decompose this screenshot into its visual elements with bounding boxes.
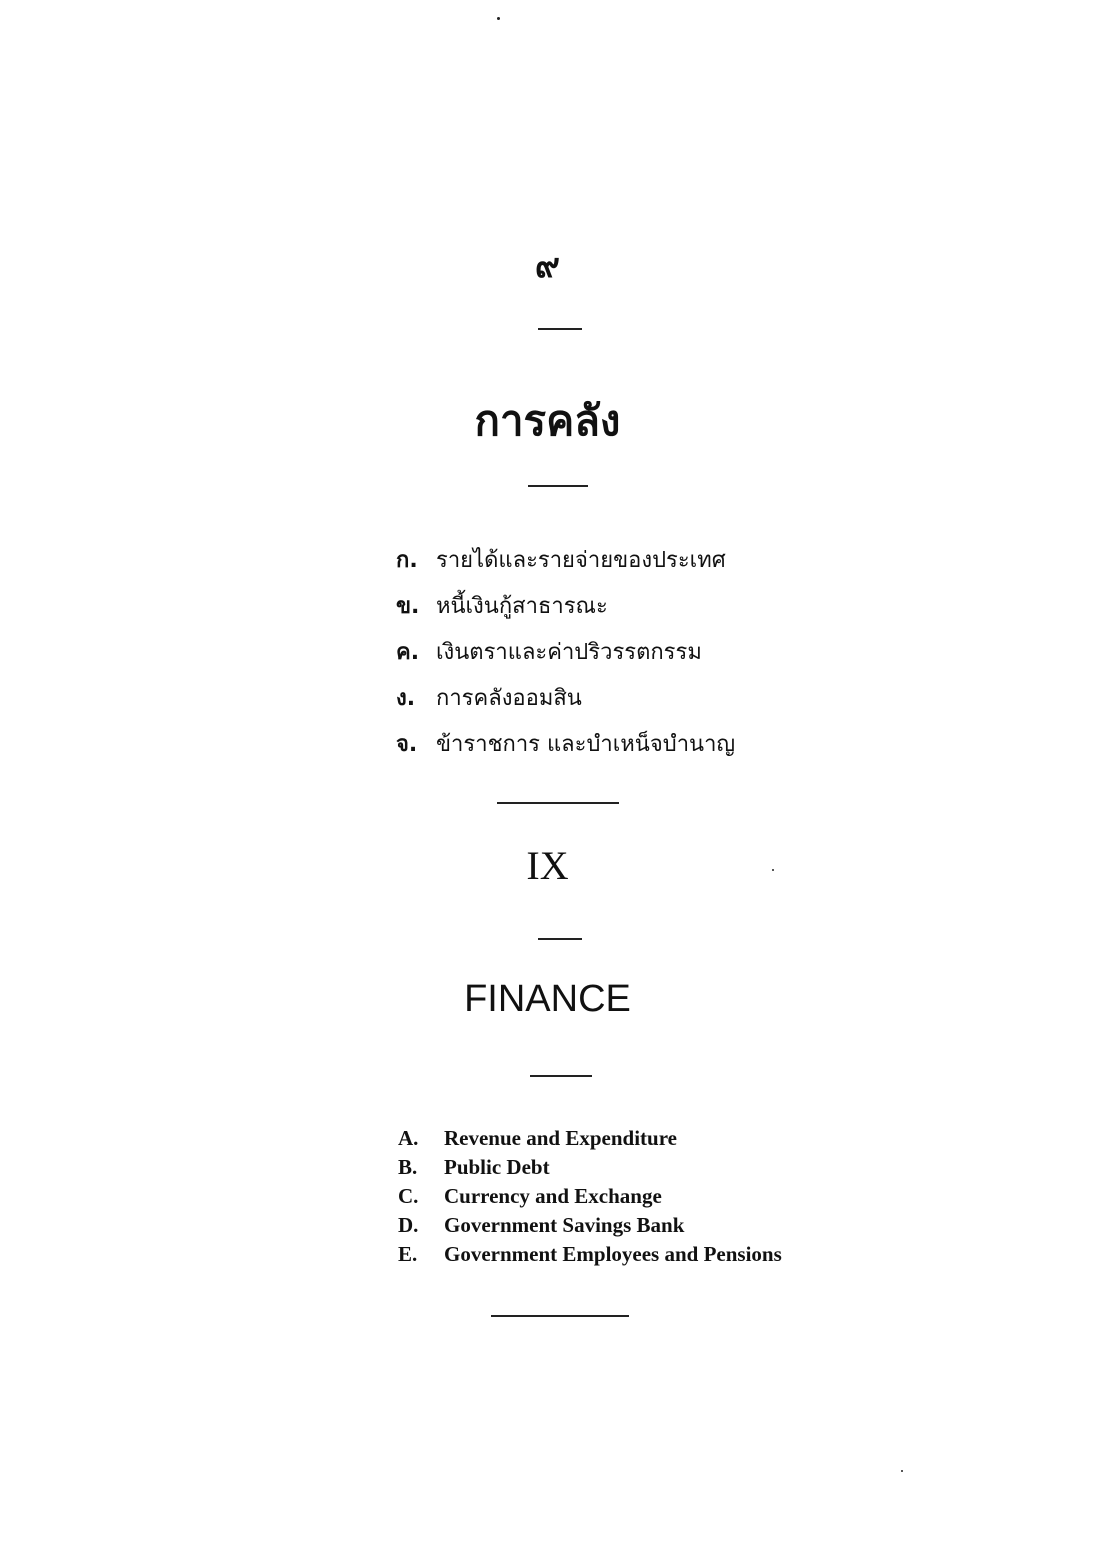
item-letter: จ.	[396, 732, 418, 757]
item-text: หนี้เงินกู้สาธารณะ	[436, 594, 608, 619]
item-letter: ข.	[396, 594, 420, 619]
item-text: การคลังออมสิน	[436, 686, 582, 711]
divider-rule	[491, 1315, 629, 1317]
list-item	[398, 1240, 782, 1269]
scan-speck	[497, 17, 500, 20]
thai-section-number: ๙	[535, 246, 560, 286]
thai-contents-list	[396, 538, 735, 768]
thai-section-title: การคลัง	[474, 396, 621, 445]
list-item	[396, 722, 735, 768]
item-text: เงินตราและค่าปริวรรตกรรม	[436, 640, 702, 665]
item-text: ข้าราชการ และบำเหน็จบำนาญ	[436, 732, 736, 757]
divider-rule	[538, 938, 582, 940]
item-text: Currency and Exchange	[444, 1184, 662, 1208]
divider-rule	[538, 328, 582, 330]
item-text: Government Employees and Pensions	[444, 1242, 782, 1266]
english-section-number: IX	[526, 843, 569, 888]
divider-rule	[530, 1075, 592, 1077]
item-letter: E.	[398, 1242, 418, 1266]
item-text: Public Debt	[444, 1155, 550, 1179]
item-letter: B.	[398, 1155, 418, 1179]
list-item	[398, 1211, 782, 1240]
list-item	[396, 676, 735, 722]
english-contents-list	[398, 1124, 782, 1269]
list-item	[396, 630, 735, 676]
list-item	[398, 1182, 782, 1211]
divider-rule	[528, 485, 588, 487]
list-item	[396, 538, 735, 584]
item-text: Revenue and Expenditure	[444, 1126, 677, 1150]
item-letter: A.	[398, 1126, 419, 1150]
item-letter: ค.	[396, 640, 420, 665]
english-section-title: FINANCE	[464, 978, 631, 1020]
list-item	[396, 584, 735, 630]
item-letter: ง.	[396, 686, 416, 711]
item-letter: D.	[398, 1213, 419, 1237]
item-text: รายได้และรายจ่ายของประเทศ	[436, 548, 726, 573]
list-item	[398, 1153, 782, 1182]
scan-speck	[901, 1470, 903, 1472]
list-item	[398, 1124, 782, 1153]
item-text: Government Savings Bank	[444, 1213, 685, 1237]
divider-rule	[497, 802, 619, 804]
item-letter: C.	[398, 1184, 419, 1208]
item-letter: ก.	[396, 548, 418, 573]
